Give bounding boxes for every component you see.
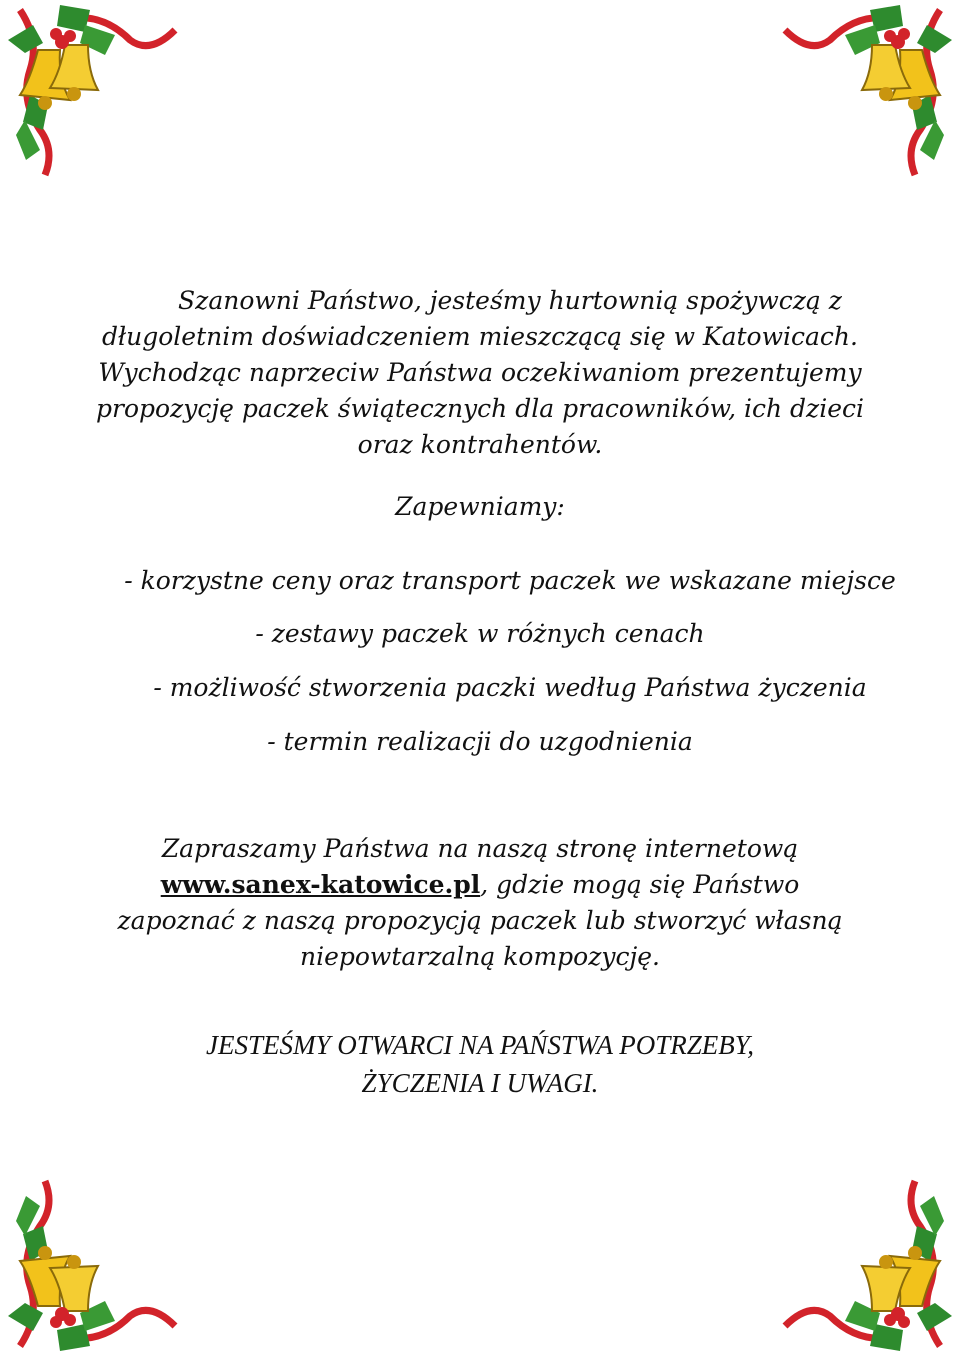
invite-line-rest: , gdzie mogą się Państwo xyxy=(480,870,800,899)
guarantee-item: - termin realizacji do uzgodnienia xyxy=(267,727,693,756)
invite-line: niepowtarzalną kompozycję. xyxy=(299,942,661,971)
intro-paragraph xyxy=(60,283,900,463)
intro-line: oraz kontrahentów. xyxy=(357,430,603,459)
christmas-bells-corner-icon xyxy=(770,0,960,190)
invite-line: zapoznać z naszą propozycją paczek lub stworzyć własną xyxy=(117,906,843,935)
invite-paragraph xyxy=(60,831,900,975)
guarantee-item: - możliwość stworzenia paczki według Państwa życzenia xyxy=(153,673,867,702)
christmas-bells-corner-icon xyxy=(770,1166,960,1356)
christmas-bells-corner-icon xyxy=(0,0,190,190)
intro-line: propozycję paczek świątecznych dla pracowników, ich dzieci xyxy=(95,394,865,423)
guarantee-item: - korzystne ceny oraz transport paczek we wskazane miejsce xyxy=(124,566,896,595)
invite-line-website xyxy=(60,867,900,903)
guarantee-heading: Zapewniamy: xyxy=(395,492,565,521)
guarantee-item: - zestawy paczek w różnych cenach xyxy=(255,619,705,648)
intro-line: Szanowni Państwo, jesteśmy hurtownią spożywczą z xyxy=(178,286,842,315)
website-link[interactable]: www.sanex-katowice.pl xyxy=(160,870,481,899)
invite-line: Zapraszamy Państwa na naszą stronę internetową xyxy=(161,834,799,863)
closing-line: JESTEŚMY OTWARCI NA PAŃSTWA POTRZEBY, xyxy=(205,1030,755,1060)
intro-line: długoletnim doświadczeniem mieszczącą się w Katowicach. xyxy=(102,322,858,351)
closing-line: ŻYCZENIA I UWAGI. xyxy=(361,1068,599,1098)
intro-line: Wychodząc naprzeciw Państwa oczekiwaniom prezentujemy xyxy=(98,358,862,387)
christmas-bells-corner-icon xyxy=(0,1166,190,1356)
closing-statement xyxy=(0,1026,960,1102)
